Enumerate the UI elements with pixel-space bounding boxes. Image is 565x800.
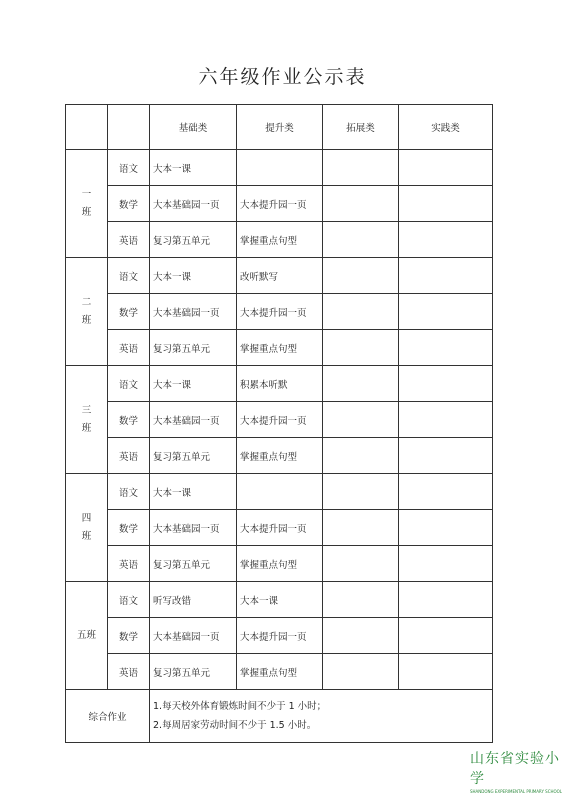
homework-cell-practice — [399, 330, 493, 366]
homework-cell-extend — [323, 438, 399, 474]
subject-cell: 数学 — [108, 510, 150, 546]
homework-cell-extend — [323, 330, 399, 366]
table-row — [66, 438, 493, 474]
subject-cell: 语文 — [108, 582, 150, 618]
homework-cell-extend — [323, 618, 399, 654]
homework-cell-basic: 复习第五单元 — [150, 654, 237, 690]
table-row — [66, 222, 493, 258]
class-name-cell — [66, 582, 108, 690]
homework-cell-basic: 大本基础园一页 — [150, 402, 237, 438]
homework-cell-practice — [399, 654, 493, 690]
table-row — [66, 546, 493, 582]
table-row — [66, 510, 493, 546]
homework-cell-practice — [399, 510, 493, 546]
subject-cell: 英语 — [108, 330, 150, 366]
column-header: 拓展类 — [323, 105, 399, 150]
homework-cell-extend — [323, 258, 399, 294]
table-row — [66, 402, 493, 438]
homework-cell-basic: 大本一课 — [150, 150, 237, 186]
school-logo-subtitle: SHANDONG EXPERIMENTAL PRIMARY SCHOOL — [470, 789, 563, 794]
subject-cell: 数学 — [108, 186, 150, 222]
homework-cell-practice — [399, 546, 493, 582]
summary-label: 综合作业 — [66, 690, 150, 743]
subject-cell: 数学 — [108, 618, 150, 654]
class-name: 五班 — [76, 629, 96, 641]
homework-cell-improve: 积累本听默 — [237, 366, 323, 402]
column-header — [108, 105, 150, 150]
homework-cell-practice — [399, 366, 493, 402]
homework-cell-extend — [323, 366, 399, 402]
school-logo-name: 山东省实验小学 — [470, 751, 560, 787]
subject-cell: 数学 — [108, 402, 150, 438]
homework-cell-improve: 大本一课 — [237, 582, 323, 618]
column-header — [66, 105, 108, 150]
homework-cell-basic: 大本一课 — [150, 474, 237, 510]
table-row — [66, 150, 493, 186]
table-row — [66, 654, 493, 690]
homework-cell-basic: 大本一课 — [150, 366, 237, 402]
homework-cell-practice — [399, 150, 493, 186]
homework-cell-extend — [323, 186, 399, 222]
homework-cell-basic: 复习第五单元 — [150, 438, 237, 474]
header-row — [66, 105, 493, 150]
subject-cell: 英语 — [108, 222, 150, 258]
homework-cell-practice — [399, 258, 493, 294]
table-row — [66, 258, 493, 294]
table-row — [66, 186, 493, 222]
class-name: 四 班 — [81, 512, 92, 542]
class-name: 二 班 — [81, 296, 92, 326]
homework-cell-improve: 掌握重点句型 — [237, 654, 323, 690]
homework-cell-basic: 大本一课 — [150, 258, 237, 294]
summary-line: 2.每周居家劳动时间不少于 1.5 小时。 — [153, 720, 317, 731]
homework-cell-basic: 听写改错 — [150, 582, 237, 618]
subject-cell: 语文 — [108, 366, 150, 402]
school-logo — [470, 748, 562, 792]
homework-cell-practice — [399, 474, 493, 510]
homework-cell-practice — [399, 222, 493, 258]
homework-cell-improve: 改听默写 — [237, 258, 323, 294]
subject-cell: 英语 — [108, 546, 150, 582]
homework-cell-improve: 大本提升园一页 — [237, 186, 323, 222]
table-row — [66, 474, 493, 510]
homework-cell-improve: 掌握重点句型 — [237, 438, 323, 474]
homework-cell-extend — [323, 510, 399, 546]
homework-cell-improve: 大本提升园一页 — [237, 402, 323, 438]
page-title: 六年级作业公示表 — [198, 66, 367, 88]
homework-cell-practice — [399, 438, 493, 474]
subject-cell: 英语 — [108, 438, 150, 474]
homework-cell-extend — [323, 294, 399, 330]
homework-cell-basic: 大本基础园一页 — [150, 510, 237, 546]
subject-cell: 语文 — [108, 150, 150, 186]
column-header: 基础类 — [150, 105, 237, 150]
summary-row — [66, 690, 493, 743]
summary-content — [150, 690, 493, 743]
subject-cell: 语文 — [108, 474, 150, 510]
class-name: 三 班 — [81, 404, 92, 434]
homework-cell-improve: 大本提升园一页 — [237, 510, 323, 546]
class-name-cell — [66, 474, 108, 582]
homework-cell-basic: 复习第五单元 — [150, 222, 237, 258]
subject-cell: 语文 — [108, 258, 150, 294]
table-row — [66, 330, 493, 366]
homework-cell-basic: 大本基础园一页 — [150, 618, 237, 654]
homework-cell-practice — [399, 402, 493, 438]
homework-cell-improve: 大本提升园一页 — [237, 294, 323, 330]
table-row — [66, 366, 493, 402]
class-name-cell — [66, 150, 108, 258]
class-name-cell — [66, 366, 108, 474]
column-header: 提升类 — [237, 105, 323, 150]
homework-cell-basic: 大本基础园一页 — [150, 294, 237, 330]
homework-cell-improve: 掌握重点句型 — [237, 222, 323, 258]
homework-cell-extend — [323, 582, 399, 618]
homework-cell-improve: 大本提升园一页 — [237, 618, 323, 654]
table-row — [66, 618, 493, 654]
homework-cell-extend — [323, 150, 399, 186]
class-name-cell — [66, 258, 108, 366]
homework-cell-basic: 大本基础园一页 — [150, 186, 237, 222]
homework-cell-basic: 复习第五单元 — [150, 330, 237, 366]
homework-cell-improve — [237, 474, 323, 510]
homework-cell-extend — [323, 546, 399, 582]
column-header: 实践类 — [399, 105, 493, 150]
homework-cell-improve: 掌握重点句型 — [237, 330, 323, 366]
homework-cell-practice — [399, 186, 493, 222]
homework-cell-extend — [323, 474, 399, 510]
table-row — [66, 294, 493, 330]
table-row — [66, 582, 493, 618]
homework-cell-extend — [323, 222, 399, 258]
homework-cell-practice — [399, 582, 493, 618]
homework-cell-improve — [237, 150, 323, 186]
homework-cell-improve: 掌握重点句型 — [237, 546, 323, 582]
homework-cell-basic: 复习第五单元 — [150, 546, 237, 582]
class-name: 一 班 — [81, 188, 92, 218]
subject-cell: 数学 — [108, 294, 150, 330]
homework-cell-extend — [323, 654, 399, 690]
subject-cell: 英语 — [108, 654, 150, 690]
homework-cell-practice — [399, 294, 493, 330]
homework-cell-practice — [399, 618, 493, 654]
summary-line: 1.每天校外体育锻炼时间不少于 1 小时； — [153, 701, 327, 712]
homework-cell-extend — [323, 402, 399, 438]
homework-table — [65, 104, 493, 743]
